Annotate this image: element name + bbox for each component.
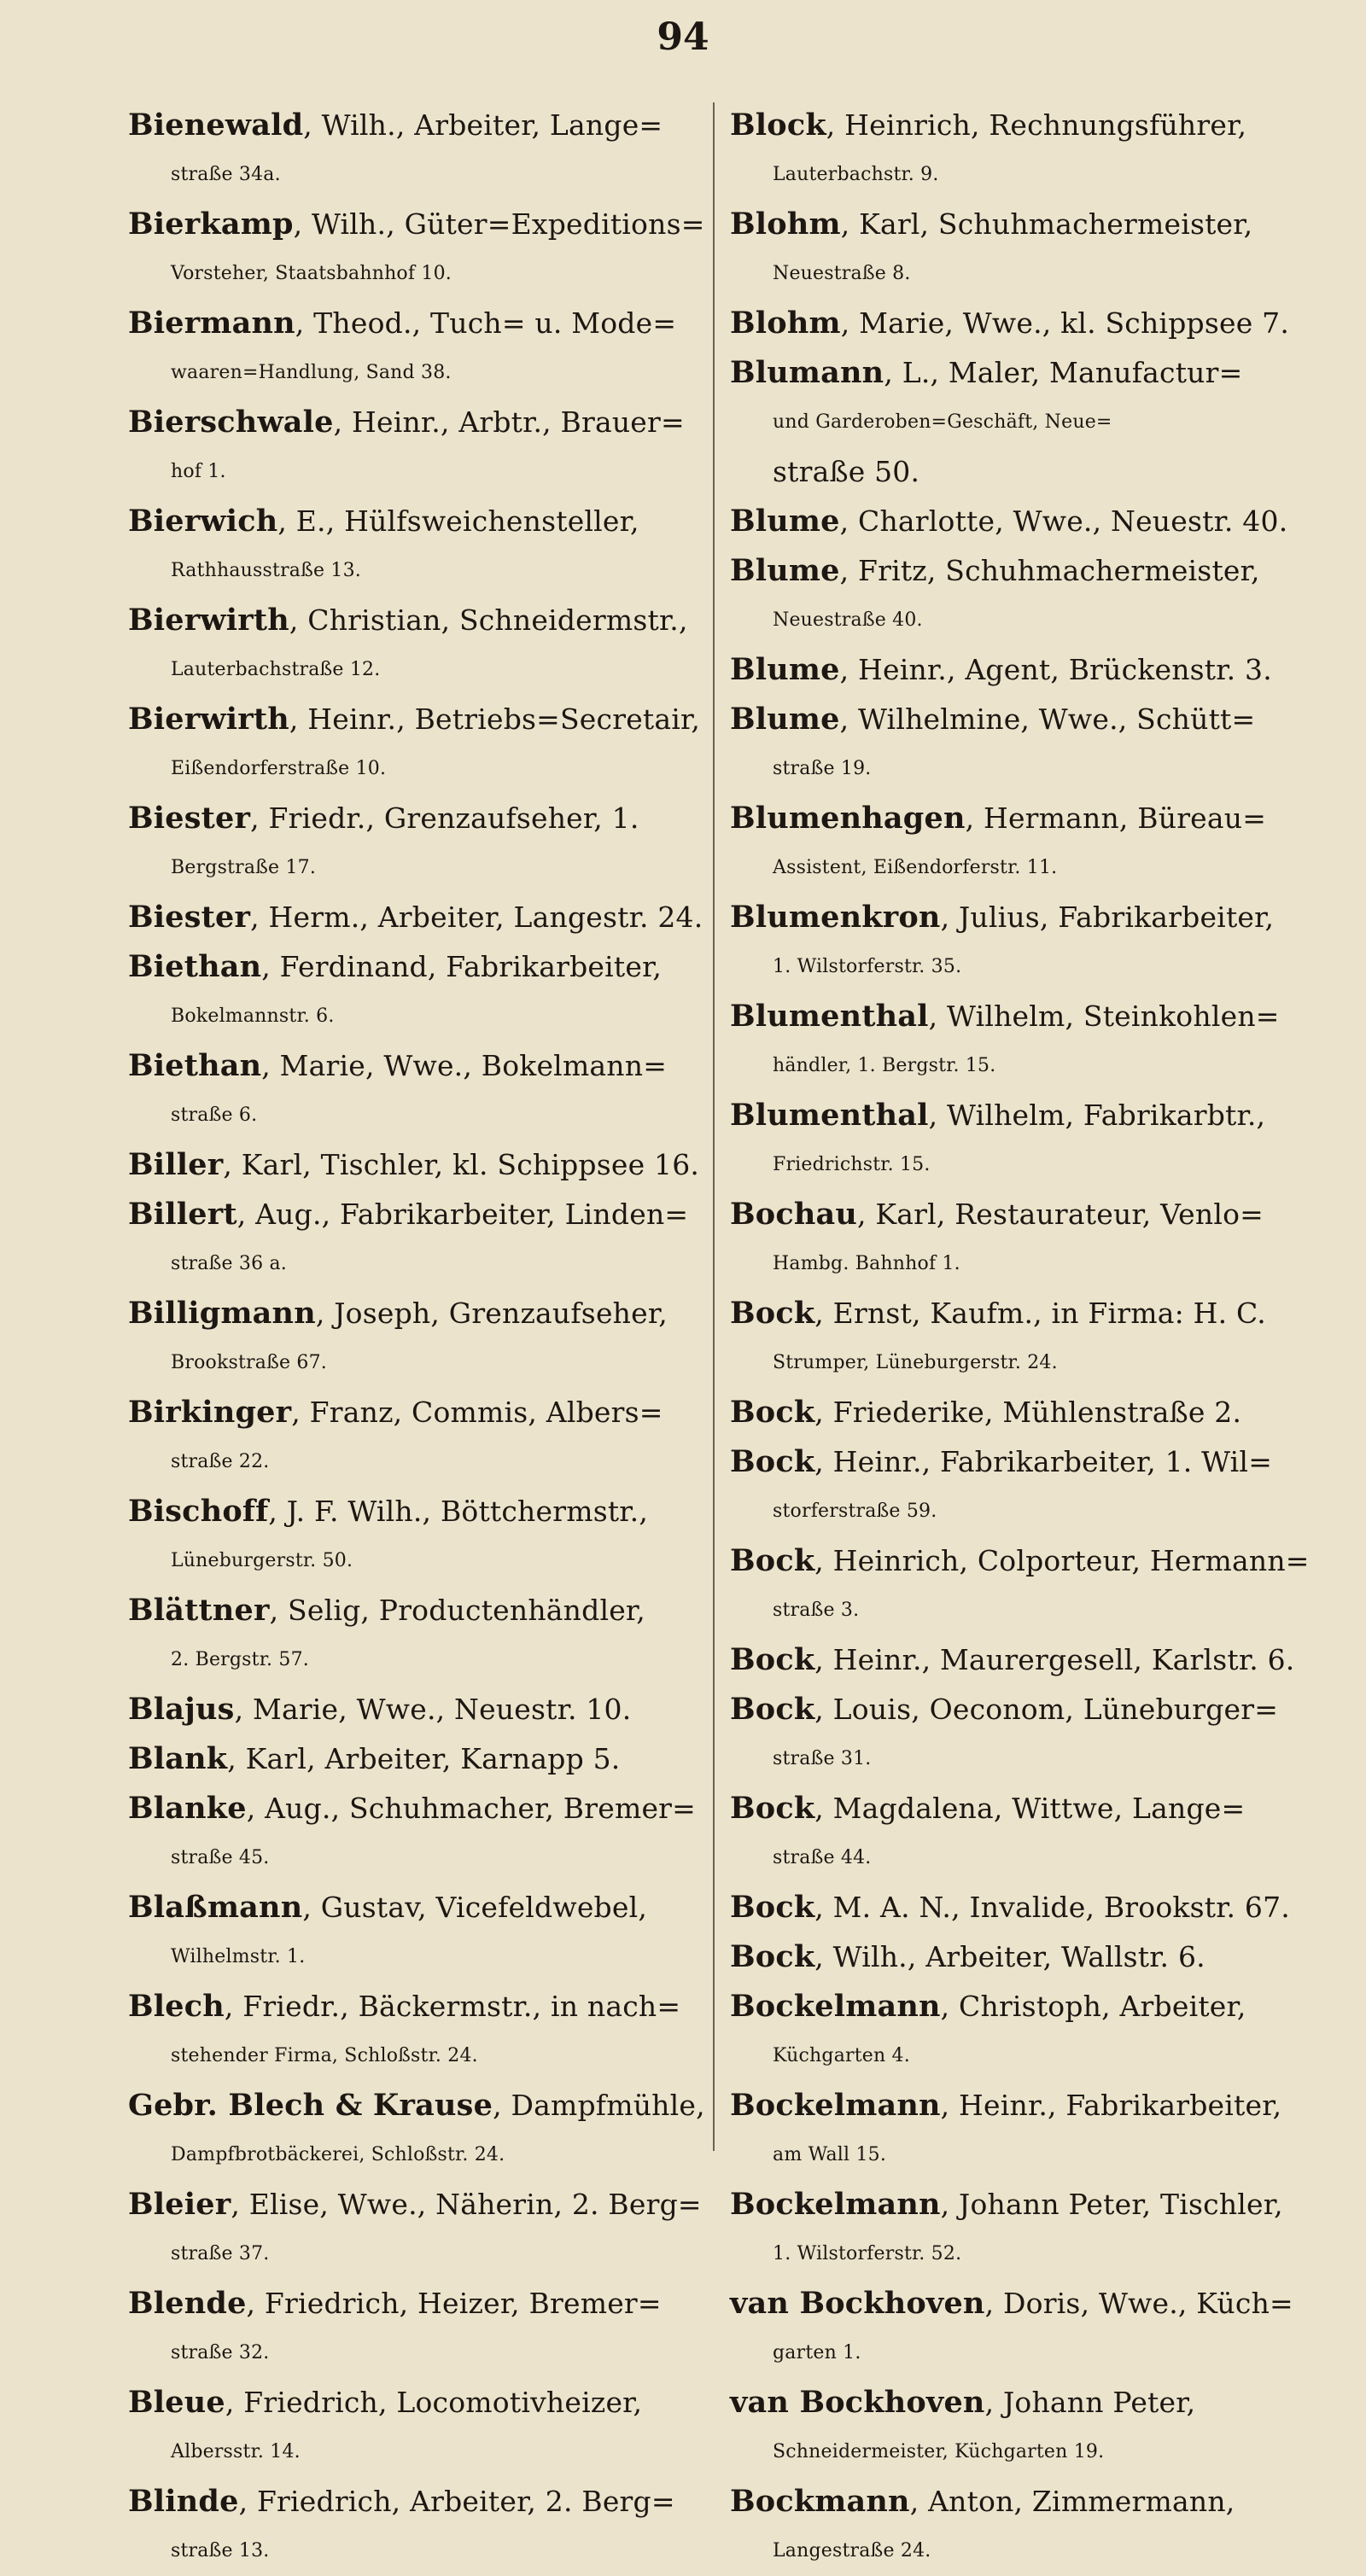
entry-line-2: Küchgarten 4. — [773, 2045, 910, 2066]
entry-line-1 — [128, 596, 709, 645]
entry-details: , Johann Peter, Tischler, — [940, 2188, 1283, 2221]
entry-line-2: Langestraße 24. — [773, 2540, 931, 2561]
directory-entry — [730, 1883, 1319, 1932]
entry-name: Blende — [128, 2286, 247, 2321]
entry-name: Bockmann — [730, 2484, 910, 2519]
entry-details: , Johann Peter, — [984, 2386, 1196, 2419]
entry-line-1 — [730, 299, 1319, 348]
entry-line-1 — [730, 1635, 1319, 1685]
entry-name: Blinde — [128, 2484, 239, 2519]
entry-line-2: stehender Firma, Schloßstr. 24. — [171, 2045, 478, 2066]
entry-line-1 — [730, 1883, 1319, 1932]
entry-name: Blume — [730, 702, 840, 737]
entry-details: , Wilhelmine, Wwe., Schütt= — [839, 702, 1256, 736]
entry-line-1 — [730, 2180, 1319, 2229]
entry-name: Blank — [128, 1741, 228, 1776]
entry-name: Blumenthal — [730, 1098, 929, 1133]
directory-entry — [128, 101, 709, 200]
directory-entry — [128, 299, 709, 398]
entry-name: van Bockhoven — [730, 2286, 985, 2321]
entry-line-2: straße 19. — [773, 758, 872, 779]
entry-name: Billigmann — [128, 1296, 316, 1331]
entry-details: , Elise, Wwe., Näherin, 2. Berg= — [231, 2188, 702, 2221]
entry-name: Biermann — [128, 306, 295, 341]
entry-name: Bierwirth — [128, 603, 289, 638]
entry-line-2: garten 1. — [773, 2342, 861, 2363]
entry-line-1 — [128, 1190, 709, 1239]
entry-line-1 — [730, 1388, 1319, 1437]
entry-line-2: straße 32. — [171, 2342, 270, 2363]
entry-line-1 — [730, 695, 1319, 744]
entry-name: Biester — [128, 900, 251, 935]
entry-details: , Joseph, Grenzaufseher, — [315, 1297, 668, 1330]
entry-line-2: händler, 1. Bergstr. 15. — [773, 1055, 996, 1076]
entry-details: , M. A. N., Invalide, Brookstr. 67. — [814, 1891, 1291, 1924]
entry-name: Bock — [730, 1791, 815, 1826]
entry-line-1 — [730, 1784, 1319, 1833]
entry-details: , Marie, Wwe., Neuestr. 10. — [234, 1693, 632, 1726]
entry-name: Birkinger — [128, 1395, 292, 1430]
entry-details: , Julius, Fabrikarbeiter, — [940, 900, 1275, 934]
directory-entry — [128, 2378, 709, 2477]
entry-line-2: 2. Bergstr. 57. — [171, 1649, 309, 1670]
entry-name: Billert — [128, 1197, 237, 1232]
entry-details: , Karl, Restaurateur, Venlo= — [857, 1198, 1264, 1231]
left-column — [128, 101, 709, 2576]
entry-line-1 — [128, 794, 709, 843]
directory-entry — [128, 497, 709, 596]
directory-entry — [730, 2279, 1319, 2378]
entry-line-2: straße 44. — [773, 1847, 872, 1868]
entry-name: Blume — [730, 553, 840, 588]
column-divider — [713, 102, 715, 2151]
entry-line-2: Eißendorferstraße 10. — [171, 758, 387, 779]
entry-details: , Heinr., Fabrikarbeiter, — [940, 2089, 1282, 2122]
entry-name: van Bockhoven — [730, 2385, 985, 2420]
entry-details: , Ferdinand, Fabrikarbeiter, — [261, 950, 663, 983]
entry-line-1 — [128, 2180, 709, 2229]
entry-line-1 — [128, 1586, 709, 1635]
directory-entry — [128, 1190, 709, 1289]
right-column — [730, 101, 1319, 2576]
entry-name: Bischoff — [128, 1494, 269, 1529]
directory-entry — [730, 1982, 1319, 2081]
entry-line-1 — [128, 1487, 709, 1536]
entry-details: , Louis, Oeconom, Lüneburger= — [814, 1693, 1279, 1726]
entry-line-1 — [730, 2081, 1319, 2130]
directory-entry — [730, 101, 1319, 200]
entry-name: Bock — [730, 1296, 815, 1331]
entry-line-1 — [128, 2477, 709, 2526]
entry-details: , Wilhelm, Steinkohlen= — [928, 1000, 1280, 1033]
directory-entry — [128, 942, 709, 1041]
directory-entry — [128, 1041, 709, 1140]
entry-details: , Dampfmühle, — [493, 2089, 705, 2122]
entry-line-1 — [730, 992, 1319, 1041]
entry-name: Bockelmann — [730, 2187, 941, 2222]
entry-name: Bochau — [730, 1197, 858, 1232]
entry-name: Biller — [128, 1147, 224, 1182]
entry-line-2: Lauterbachstraße 12. — [171, 659, 381, 680]
directory-entry — [128, 2477, 709, 2576]
directory-entry — [730, 992, 1319, 1091]
entry-line-2: Strumper, Lüneburgerstr. 24. — [773, 1352, 1058, 1373]
entry-line-2: straße 22. — [171, 1451, 270, 1472]
entry-details: , Franz, Commis, Albers= — [291, 1396, 663, 1429]
entry-line-2: am Wall 15. — [773, 2144, 887, 2165]
entry-details: , Heinrich, Colporteur, Hermann= — [814, 1544, 1310, 1577]
entry-line-1 — [128, 1685, 709, 1734]
entry-name: Bleier — [128, 2187, 231, 2222]
entry-line-1 — [128, 299, 709, 348]
entry-name: Bock — [730, 1692, 815, 1727]
entry-name: Biethan — [128, 949, 262, 984]
entry-details: , Wilh., Arbeiter, Wallstr. 6. — [814, 1940, 1205, 1973]
directory-entry — [128, 1734, 709, 1784]
directory-entry — [730, 1784, 1319, 1883]
entry-details: , Aug., Schuhmacher, Bremer= — [246, 1792, 697, 1825]
page-number: 94 — [657, 15, 709, 59]
entry-details: , Anton, Zimmermann, — [909, 2485, 1235, 2518]
entry-line-2: waaren=Handlung, Sand 38. — [171, 362, 452, 383]
entry-details: , Wilh., Arbeiter, Lange= — [303, 108, 663, 142]
entry-line-1 — [128, 695, 709, 744]
entry-line-2: Friedrichstr. 15. — [773, 1154, 931, 1175]
entry-name: Bock — [730, 1444, 815, 1479]
entry-line-1 — [730, 1091, 1319, 1140]
entry-line-1 — [128, 2081, 709, 2130]
entry-name: Bock — [730, 1642, 815, 1677]
directory-entry — [128, 398, 709, 497]
entry-name: Blohm — [730, 207, 841, 242]
entry-line-2: straße 36 a. — [171, 1253, 287, 1274]
entry-line-2: Rathhausstraße 13. — [171, 560, 361, 581]
entry-details: , Heinr., Maurergesell, Karlstr. 6. — [814, 1643, 1295, 1676]
entry-line-2: straße 37. — [171, 2243, 270, 2264]
directory-entry — [730, 1091, 1319, 1190]
entry-line-1 — [128, 2279, 709, 2328]
entry-line-1 — [730, 1932, 1319, 1982]
entry-name: Blech — [128, 1989, 225, 2024]
entry-name: Block — [730, 108, 826, 143]
entry-details: , Wilh., Güter=Expeditions= — [293, 207, 705, 241]
entry-name: Blume — [730, 504, 840, 539]
entry-line-1 — [730, 1289, 1319, 1338]
directory-entry — [128, 2081, 709, 2180]
directory-entry — [128, 1883, 709, 1982]
entry-name: Bierkamp — [128, 207, 294, 242]
directory-entry — [730, 299, 1319, 348]
directory-entry — [128, 1982, 709, 2081]
directory-entry — [730, 447, 1319, 497]
entry-name: Bock — [730, 1939, 815, 1974]
entry-details: , Wilhelm, Fabrikarbtr., — [928, 1099, 1266, 1132]
directory-entry — [128, 1784, 709, 1883]
entry-line-2: und Garderoben=Geschäft, Neue= — [773, 411, 1112, 433]
entry-details: , Magdalena, Wittwe, Lange= — [814, 1792, 1246, 1825]
entry-name: Gebr. Blech & Krause — [128, 2088, 493, 2123]
entry-line-2: Lauterbachstr. 9. — [773, 164, 939, 185]
entry-details: , Heinr., Arbtr., Brauer= — [333, 405, 685, 439]
directory-entry — [128, 1586, 709, 1685]
entry-line-1 — [730, 645, 1319, 695]
entry-line-1 — [128, 2378, 709, 2427]
entry-line-1 — [730, 794, 1319, 843]
entry-line-2: Schneidermeister, Küchgarten 19. — [773, 2441, 1105, 2462]
entry-name: Blumenhagen — [730, 801, 966, 836]
directory-entry — [730, 1190, 1319, 1289]
entry-details: , Friedr., Grenzaufseher, 1. — [250, 801, 639, 835]
entry-details: , E., Hülfsweichensteller, — [277, 504, 639, 538]
directory-entry — [128, 695, 709, 794]
directory-entry — [128, 1685, 709, 1734]
directory-entry — [730, 2477, 1319, 2576]
entry-line-1 — [730, 348, 1319, 398]
entry-line-2: Bokelmannstr. 6. — [171, 1005, 335, 1027]
directory-entry — [730, 794, 1319, 893]
directory-entry — [730, 893, 1319, 992]
directory-entry — [730, 2180, 1319, 2279]
entry-line-1 — [128, 497, 709, 546]
entry-line-1 — [730, 1190, 1319, 1239]
entry-line-2: Vorsteher, Staatsbahnhof 10. — [171, 263, 452, 284]
entry-line-1 — [128, 942, 709, 992]
entry-line-1 — [128, 1041, 709, 1091]
entry-name: Biester — [128, 801, 251, 836]
directory-entry — [730, 1388, 1319, 1437]
entry-line-1 — [730, 1685, 1319, 1734]
entry-details: , Friedrich, Heizer, Bremer= — [246, 2287, 662, 2320]
entry-details: , Theod., Tuch= u. Mode= — [295, 306, 677, 340]
entry-line-1 — [128, 1883, 709, 1932]
entry-details: , Heinr., Agent, Brückenstr. 3. — [839, 653, 1272, 686]
entry-name: Blohm — [730, 306, 841, 341]
entry-details: , Heinr., Betriebs=Secretair, — [289, 702, 701, 736]
entry-line-2: straße 31. — [773, 1748, 872, 1769]
entry-details: , Karl, Tischler, kl. Schippsee 16. — [223, 1148, 700, 1181]
entry-details: , J. F. Wilh., Böttchermstr., — [268, 1495, 649, 1528]
entry-name: Blumenkron — [730, 900, 941, 935]
entry-line-1 — [128, 1388, 709, 1437]
entry-line-1 — [128, 1140, 709, 1190]
entry-line-1 — [128, 1734, 709, 1784]
entry-details: , Gustav, Vicefeldwebel, — [302, 1891, 648, 1924]
directory-entry — [128, 893, 709, 942]
entry-name: Bleue — [128, 2385, 225, 2420]
entry-details: , Friedrich, Arbeiter, 2. Berg= — [238, 2485, 675, 2518]
entry-line-2: straße 3. — [773, 1600, 860, 1621]
entry-line-1 — [730, 1982, 1319, 2031]
entry-line-1 — [730, 2477, 1319, 2526]
directory-entry — [730, 348, 1319, 447]
directory-entry — [128, 2180, 709, 2279]
entry-details: , Friedrich, Locomotivheizer, — [225, 2386, 643, 2419]
entry-details: , Charlotte, Wwe., Neuestr. 40. — [839, 504, 1288, 538]
directory-entry — [128, 1388, 709, 1487]
entry-name: Blaßmann — [128, 1890, 303, 1925]
directory-entry — [730, 200, 1319, 299]
entry-line-2: Dampfbrotbäckerei, Schloßstr. 24. — [171, 2144, 505, 2165]
entry-details: , Hermann, Büreau= — [965, 801, 1267, 835]
directory-entry — [730, 1536, 1319, 1635]
entry-line-2: Neuestraße 40. — [773, 609, 923, 631]
entry-name: Blättner — [128, 1593, 270, 1628]
entry-line-2: storferstraße 59. — [773, 1501, 937, 1522]
entry-details: , Heinrich, Rechnungsführer, — [826, 108, 1247, 142]
entry-details: , Christoph, Arbeiter, — [940, 1990, 1246, 2023]
entry-name: Bock — [730, 1395, 815, 1430]
entry-name: Bock — [730, 1543, 815, 1578]
directory-entry — [730, 1932, 1319, 1982]
entry-details: , L., Maler, Manufactur= — [884, 356, 1243, 389]
entry-details: , Ernst, Kaufm., in Firma: H. C. — [814, 1297, 1266, 1330]
entry-line-2: Hambg. Bahnhof 1. — [773, 1253, 960, 1274]
entry-details: , Selig, Productenhändler, — [269, 1594, 645, 1627]
entry-name: Blajus — [128, 1692, 235, 1727]
entry-line-1 — [128, 101, 709, 150]
entry-details: straße 50. — [773, 455, 920, 488]
entry-details: , Friedr., Bäckermstr., in nach= — [224, 1990, 681, 2023]
directory-entry — [128, 794, 709, 893]
directory-entry — [730, 1635, 1319, 1685]
entry-name: Blanke — [128, 1791, 247, 1826]
directory-entry — [730, 1289, 1319, 1388]
entry-line-2: Bergstraße 17. — [171, 857, 317, 878]
entry-name: Bierschwale — [128, 405, 334, 440]
directory-entry — [730, 497, 1319, 546]
entry-line-2: Assistent, Eißendorferstr. 11. — [773, 857, 1058, 878]
entry-name: Blumann — [730, 355, 884, 390]
entry-name: Bockelmann — [730, 2088, 941, 2123]
entry-name: Bock — [730, 1890, 815, 1925]
directory-entry — [730, 1685, 1319, 1784]
entry-name: Bierwich — [128, 504, 278, 539]
directory-entry — [128, 200, 709, 299]
entry-line-2: Lüneburgerstr. 50. — [171, 1550, 353, 1571]
directory-entry — [128, 1289, 709, 1388]
entry-line-2: straße 6. — [171, 1104, 258, 1126]
entry-line-2: Wilhelmstr. 1. — [171, 1946, 306, 1967]
entry-name: Bockelmann — [730, 1989, 941, 2024]
entry-details: , Marie, Wwe., Bokelmann= — [261, 1049, 668, 1082]
entry-details: , Karl, Arbeiter, Karnapp 5. — [227, 1742, 621, 1775]
entry-line-1 — [730, 497, 1319, 546]
entry-line-1 — [128, 200, 709, 249]
entry-line-2: 1. Wilstorferstr. 52. — [773, 2243, 962, 2264]
entry-name: Bienewald — [128, 108, 304, 143]
entry-details: , Aug., Fabrikarbeiter, Linden= — [236, 1198, 689, 1231]
entry-line-1 — [730, 101, 1319, 150]
entry-line-2: straße 34a. — [171, 164, 281, 185]
entry-line-2: straße 45. — [171, 1847, 270, 1868]
entry-line-1 — [128, 1289, 709, 1338]
directory-entry — [128, 1140, 709, 1190]
entry-line-1 — [128, 1982, 709, 2031]
entry-line-1 — [730, 893, 1319, 942]
entry-line-2: 1. Wilstorferstr. 35. — [773, 956, 962, 977]
entry-name: Bierwirth — [128, 702, 289, 737]
directory-entry — [128, 2279, 709, 2378]
entry-details: , Karl, Schuhmachermeister, — [840, 207, 1253, 241]
entry-line-1 — [730, 447, 1319, 497]
entry-name: Blume — [730, 652, 840, 687]
entry-name: Biethan — [128, 1048, 262, 1083]
directory-entry — [730, 645, 1319, 695]
entry-line-1 — [730, 1536, 1319, 1586]
entry-details: , Fritz, Schuhmachermeister, — [839, 554, 1260, 587]
directory-entry — [730, 1437, 1319, 1536]
directory-entry — [730, 2378, 1319, 2477]
entry-line-1 — [128, 398, 709, 447]
entry-line-1 — [730, 2378, 1319, 2427]
directory-entry — [128, 1487, 709, 1586]
directory-entry — [128, 596, 709, 695]
entry-details: , Marie, Wwe., kl. Schippsee 7. — [840, 306, 1290, 340]
entry-details: , Christian, Schneidermstr., — [289, 603, 688, 637]
entry-line-1 — [128, 1784, 709, 1833]
entry-line-1 — [730, 2279, 1319, 2328]
entry-line-2: Albersstr. 14. — [171, 2441, 301, 2462]
entry-line-1 — [730, 1437, 1319, 1487]
entry-details: , Herm., Arbeiter, Langestr. 24. — [250, 900, 703, 934]
directory-entry — [730, 695, 1319, 794]
entry-line-1 — [128, 893, 709, 942]
directory-entry — [730, 546, 1319, 645]
entry-line-1 — [730, 200, 1319, 249]
entry-details: , Friederike, Mühlenstraße 2. — [814, 1396, 1242, 1429]
entry-line-2: Neuestraße 8. — [773, 263, 911, 284]
entry-line-2: Brookstraße 67. — [171, 1352, 327, 1373]
entry-line-2: hof 1. — [171, 461, 226, 482]
entry-name: Blumenthal — [730, 999, 929, 1034]
directory-entry — [730, 2081, 1319, 2180]
entry-details: , Doris, Wwe., Küch= — [984, 2287, 1293, 2320]
entry-line-1 — [730, 546, 1319, 596]
entry-line-2: straße 13. — [171, 2540, 270, 2561]
entry-details: , Heinr., Fabrikarbeiter, 1. Wil= — [814, 1445, 1273, 1478]
